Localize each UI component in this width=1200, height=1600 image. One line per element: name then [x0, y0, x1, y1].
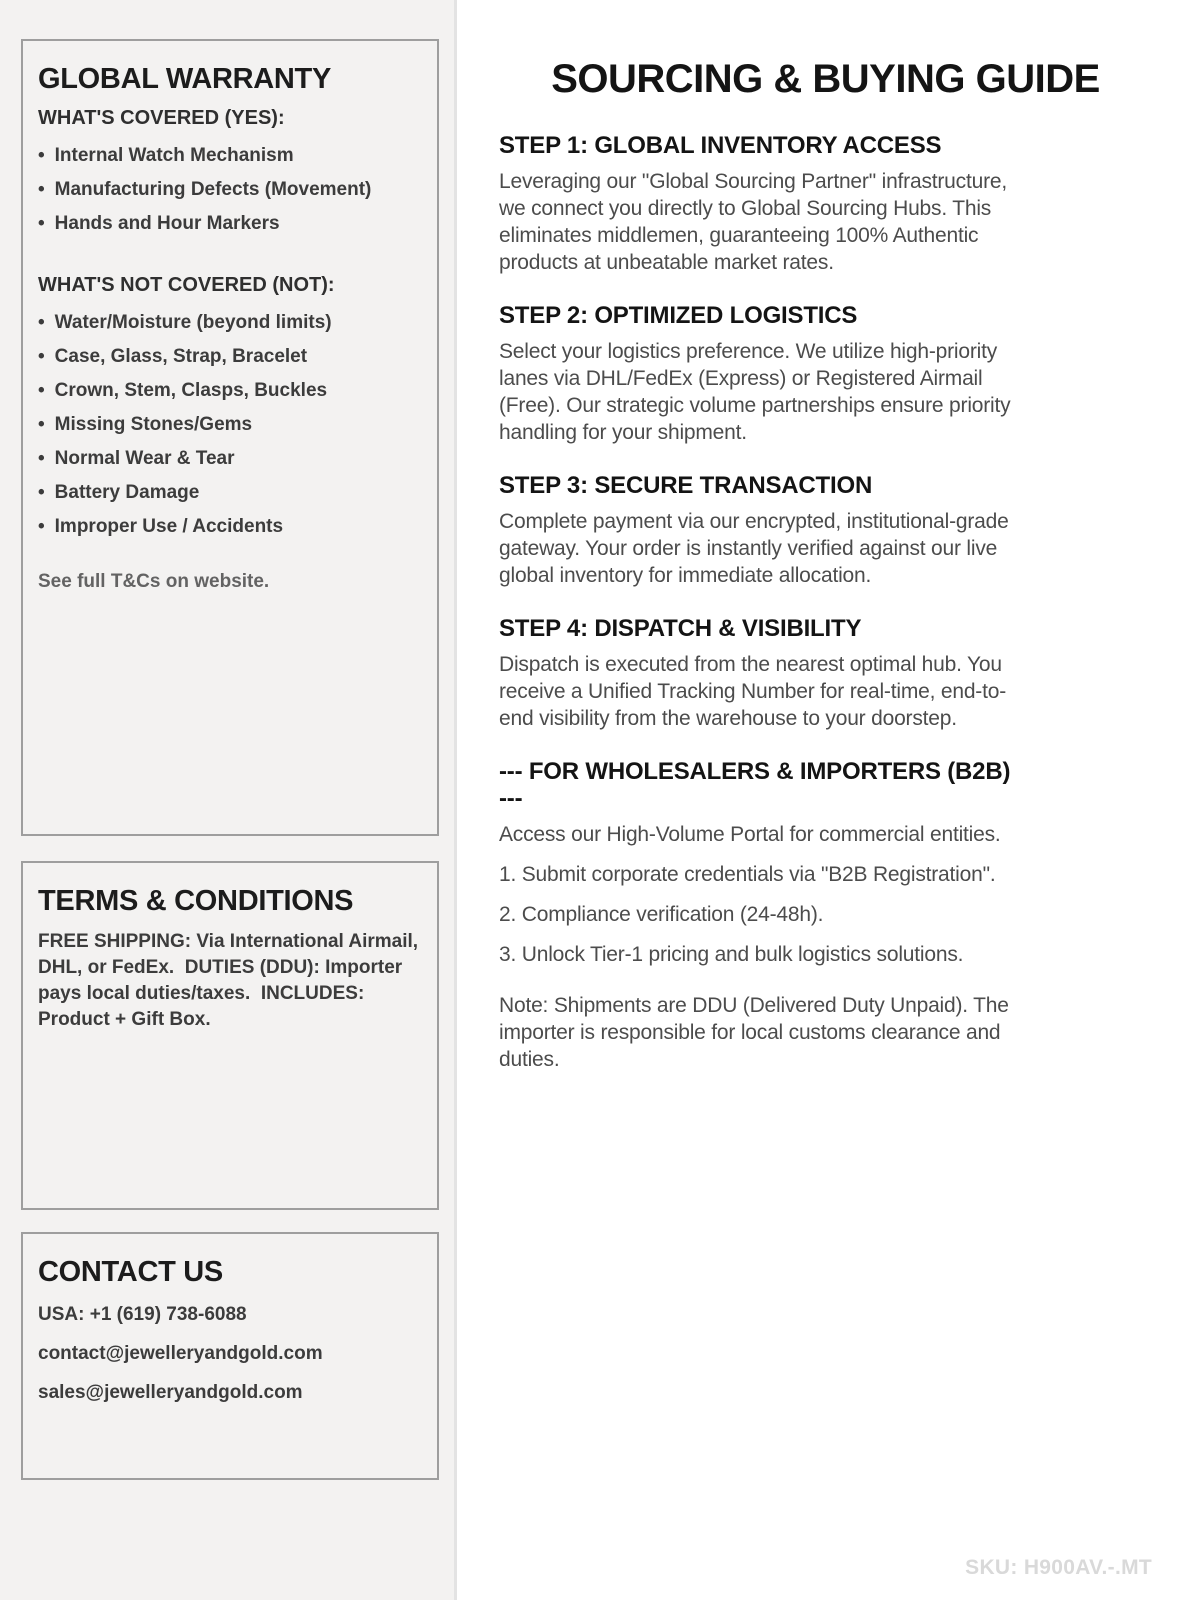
warranty-title: GLOBAL WARRANTY [38, 63, 332, 95]
terms-body: FREE SHIPPING: Via International Airmail, DHL, or FedEx. DUTIES (DDU): Importer pays local duties/taxes. INCLUDES: Product + Gift Box. [38, 931, 424, 1030]
warranty-covered-list [38, 146, 422, 234]
warranty-not-covered-item: • Battery Damage [38, 483, 422, 503]
b2b-step-2: 2. Compliance verification (24-48h). [499, 903, 824, 926]
step-1-paragraph: Leveraging our "Global Sourcing Partner" infrastructure, we connect you directly to Global Sourcing Hubs. This eliminates middlemen, guaranteeing 100% Authentic products at unbeatable market rates. [499, 170, 1007, 274]
contact-email-sales: sales@jewelleryandgold.com [38, 1382, 303, 1403]
step-2-section [499, 302, 1014, 446]
terms-box [21, 861, 439, 1210]
warranty-not-covered-item: • Normal Wear & Tear [38, 449, 422, 469]
warranty-not-covered-item: • Improper Use / Accidents [38, 517, 422, 537]
contact-box [21, 1232, 439, 1480]
b2b-step-3: 3. Unlock Tier-1 pricing and bulk logistics solutions. [499, 943, 964, 966]
step-2-heading: STEP 2: OPTIMIZED LOGISTICS [499, 302, 858, 329]
contact-email-primary: contact@jewelleryandgold.com [38, 1343, 323, 1364]
step-4-section [499, 615, 1014, 732]
guide-sections [499, 132, 1014, 1073]
sidebar [0, 0, 454, 1600]
warranty-not-covered-item: • Missing Stones/Gems [38, 415, 422, 435]
step-4-heading: STEP 4: DISPATCH & VISIBILITY [499, 615, 862, 642]
step-1-section [499, 132, 1014, 276]
warranty-covered-item: • Hands and Hour Markers [38, 214, 422, 234]
step-3-heading: STEP 3: SECURE TRANSACTION [499, 472, 873, 499]
guide-title: SOURCING & BUYING GUIDE [551, 57, 1100, 101]
terms-title: TERMS & CONDITIONS [38, 885, 354, 917]
b2b-step-1: 1. Submit corporate credentials via "B2B Registration". [499, 863, 996, 886]
step-4-paragraph: Dispatch is executed from the nearest optimal hub. You receive a Unified Tracking Number for real-time, end-to-end visibility from the warehouse to your doorstep. [499, 653, 1007, 730]
step-3-section [499, 472, 1014, 589]
global-warranty-box [21, 39, 439, 836]
warranty-not-covered-heading: WHAT'S NOT COVERED (NOT): [38, 274, 335, 296]
warranty-not-covered-item: • Crown, Stem, Clasps, Buckles [38, 381, 422, 401]
warranty-not-covered-item: • Case, Glass, Strap, Bracelet [38, 347, 422, 367]
warranty-covered-heading: WHAT'S COVERED (YES): [38, 107, 285, 129]
contact-title: CONTACT US [38, 1256, 223, 1288]
step-1-heading: STEP 1: GLOBAL INVENTORY ACCESS [499, 132, 942, 159]
step-2-paragraph: Select your logistics preference. We utilize high-priority lanes via DHL/FedEx (Express) or Registered Airmail (Free). Our strategic volume partnerships ensure priority handling for your shipment. [499, 340, 1011, 444]
warranty-not-covered-item: • Water/Moisture (beyond limits) [38, 313, 422, 333]
b2b-heading: --- FOR WHOLESALERS & IMPORTERS (B2B) --- [499, 758, 1011, 812]
warranty-covered-item: • Internal Watch Mechanism [38, 146, 422, 166]
b2b-note: Note: Shipments are DDU (Delivered Duty Unpaid). The importer is responsible for local customs clearance and duties. [499, 994, 1009, 1071]
warranty-covered-item: • Manufacturing Defects (Movement) [38, 180, 422, 200]
sku-label: SKU: H900AV.-.MT [965, 1556, 1152, 1579]
step-3-paragraph: Complete payment via our encrypted, institutional-grade gateway. Your order is instantly verified against our live global inventory for immediate allocation. [499, 510, 1009, 587]
b2b-section [499, 758, 1014, 1073]
contact-phone: USA: +1 (619) 738-6088 [38, 1304, 247, 1325]
sourcing-guide-main [457, 0, 1200, 1600]
warranty-not-covered-list [38, 313, 422, 537]
warranty-footnote: See full T&Cs on website. [38, 571, 270, 592]
b2b-intro-paragraph: Access our High-Volume Portal for commercial entities. [499, 823, 1001, 846]
